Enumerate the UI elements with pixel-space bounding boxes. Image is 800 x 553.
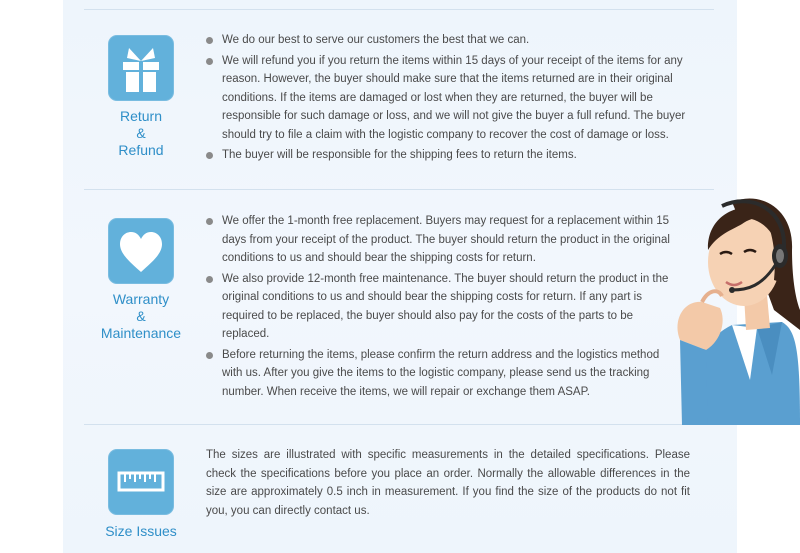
- list-item: Before returning the items, please confirm the return address and the logistics method with us. After you give the items to the logistic company, please send us the tracking number. When receive the items, we will repair or exchange them ASAP.: [204, 346, 670, 402]
- list-item: We will refund you if you return the items within 15 days of your receipt of the items for any reason. However, the buyer should make sure that the items returned are in their original conditions. If the items are damaged or lost when they are returned, the buyer will be responsible for such damage or loss, and we will not give the buyer a full refund. The buyer should try to file a claim with the logistic company to recover the cost of damage or loss.: [204, 52, 690, 145]
- list-item: We do our best to serve our customers the best that we can.: [204, 31, 690, 50]
- heart-icon: [108, 218, 174, 284]
- size-issues-text: The sizes are illustrated with specific measurements in the detailed specifications. Please check the specifications before you place an order. Normally the allowable differences in the size are approximately 0.5 inch in measurement. If you find the size of the products do not fit you, you can directly contact us.: [206, 449, 690, 517]
- ruler-icon: [108, 449, 174, 515]
- section-divider: [84, 424, 714, 425]
- size-issues-label: Size Issues: [105, 523, 177, 539]
- warranty-maintenance-list: [204, 212, 670, 403]
- customer-service-agent-image: [662, 190, 800, 425]
- return-refund-list: [204, 31, 690, 167]
- list-item: We also provide 12-month free maintenance. The buyer should return the product in the original conditions to us and should bear the shipping costs for return. If any part is required to be replaced, the buyer should also pay for the costs of the parts to be replaced.: [204, 270, 670, 344]
- list-item: We offer the 1-month free replacement. Buyers may request for a replacement within 15 days from your receipt of the product. The buyer should return the product in the original conditions to us and should bear the shipping costs for return.: [204, 212, 670, 268]
- top-divider: [84, 9, 714, 10]
- gift-box-icon: [108, 35, 174, 101]
- return-refund-label: Return & Refund: [118, 108, 164, 158]
- warranty-maintenance-label: Warranty & Maintenance: [100, 291, 182, 341]
- section-divider: [84, 189, 714, 190]
- list-item: The buyer will be responsible for the shipping fees to return the items.: [204, 146, 690, 165]
